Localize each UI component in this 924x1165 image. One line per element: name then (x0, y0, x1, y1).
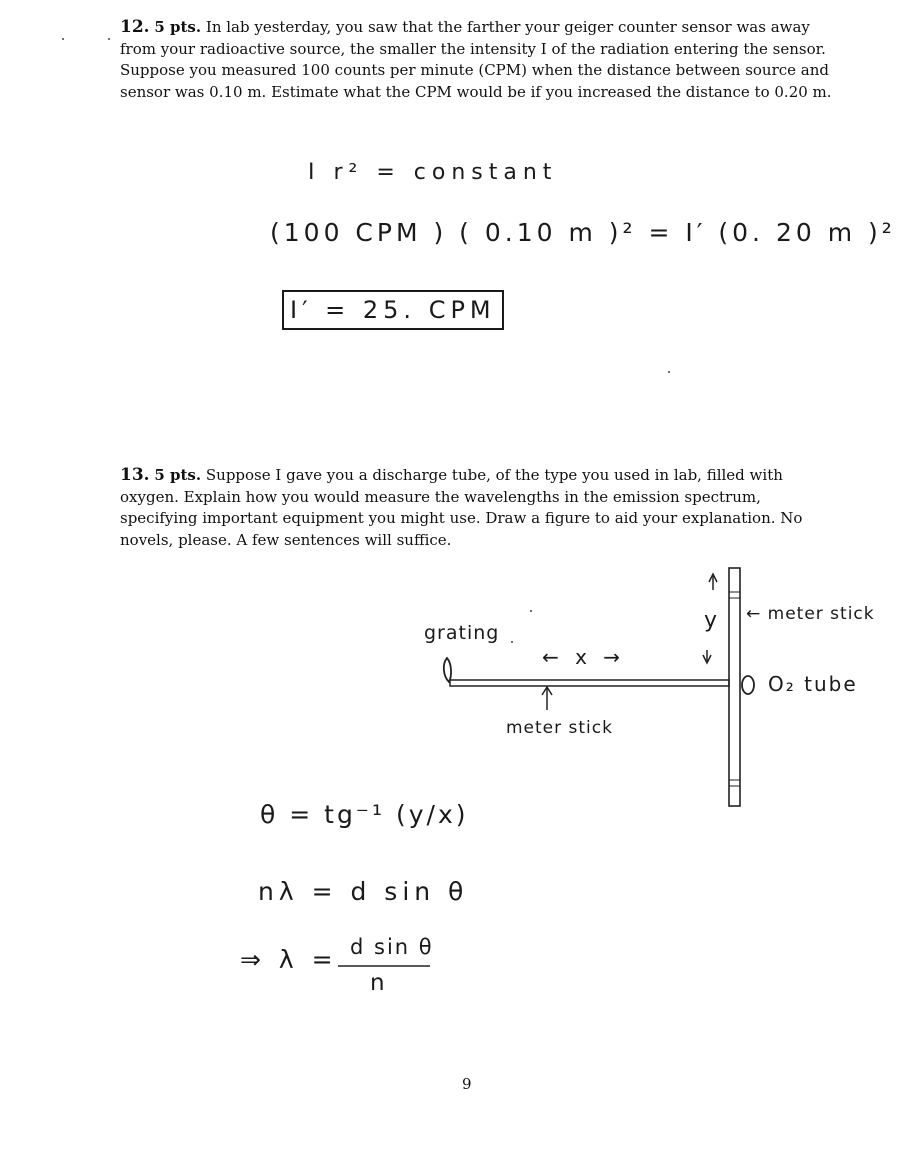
scan-speck (62, 38, 64, 40)
grating-equation: nλ = d sin θ (258, 877, 469, 906)
scan-speck (668, 371, 670, 373)
problem-13-points: 5 pts. (154, 466, 202, 484)
x-distance-label: ← x → (542, 645, 626, 669)
horizontal-meter-stick-label: meter stick (506, 718, 613, 738)
vertical-meter-stick-label: ← meter stick (746, 604, 875, 624)
theta-equation: θ = tg⁻¹ (y/x) (260, 800, 469, 829)
lambda-numerator: d sin θ (350, 935, 434, 959)
problem-12-number: 12. (120, 17, 150, 37)
scan-speck (530, 610, 532, 612)
problem-12-points: 5 pts. (154, 18, 202, 36)
horizontal-meter-stick (450, 680, 729, 686)
scan-speck (108, 38, 110, 40)
answer-12-boxed-result: I′ = 25. CPM (282, 290, 504, 330)
problem-12-text: In lab yesterday, you saw that the farther your geiger counter sensor was away from your radioactive source, the smaller the intensity I of the radiation entering the sensor. Suppose you measured 100 counts per minute (CPM) when the distance between source and sensor was 0.10 m. Estimate what the CPM would be if you increased the distance to 0.20 m. (120, 18, 832, 101)
answer-12-line-1: I r² = constant (308, 160, 558, 185)
problem-13-text: Suppose I gave you a discharge tube, of the type you used in lab, filled with oxygen. Explain how you would measure the wavelengths in the emission spectrum, specifying important equipment you might use. Draw a figure to aid your explanation. No novels, please. A few sentences will suffice. (120, 466, 803, 549)
oxygen-tube-label: O₂ tube (768, 672, 858, 696)
vertical-meter-stick (729, 568, 740, 806)
page-number: 9 (462, 1075, 472, 1093)
answer-12-line-2: (100 CPM ) ( 0.10 m )² = I′ (0. 20 m )² (270, 218, 896, 247)
grating-label: grating (424, 622, 500, 644)
problem-13-number: 13. (120, 465, 150, 485)
scan-speck (511, 641, 513, 643)
lambda-prefix: ⇒ λ = (240, 945, 338, 974)
lambda-denominator: n (370, 970, 388, 996)
grating-symbol (444, 658, 451, 682)
oxygen-tube-symbol (742, 676, 754, 694)
y-distance-label: y (704, 608, 721, 633)
